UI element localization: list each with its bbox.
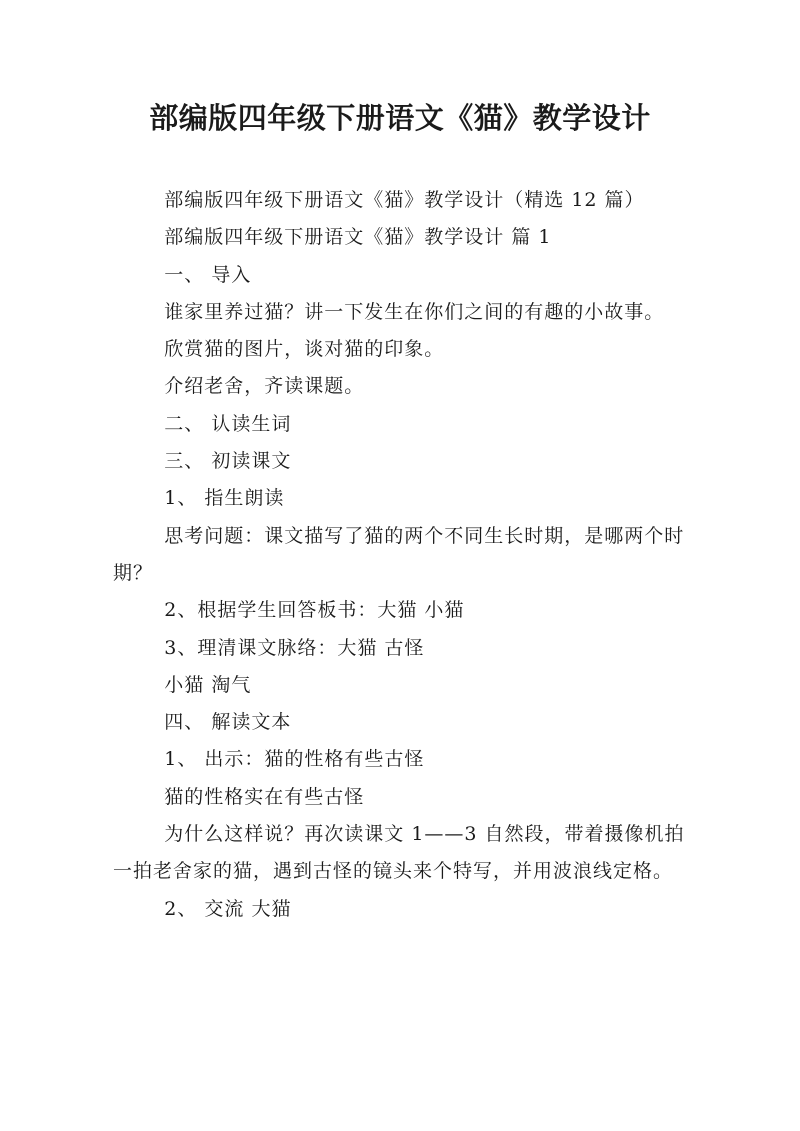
document-title: 部编版四年级下册语文《猫》教学设计: [149, 101, 651, 135]
sub-step: 1、 指生朗读: [164, 487, 285, 510]
subtitle-line: 部编版四年级下册语文《猫》教学设计（精选 12 篇）: [164, 189, 645, 211]
paragraph: 小猫 淘气: [164, 673, 252, 696]
step-heading: 四、 解读文本: [164, 711, 292, 734]
paragraph: 猫的性格实在有些古怪: [164, 785, 365, 808]
step-heading: 一、 导入: [164, 263, 252, 286]
paragraph: 思考问题：课文描写了猫的两个不同生长时期，是哪两个时期？: [113, 524, 685, 584]
sub-step: 1、 出示：猫的性格有些古怪: [164, 748, 425, 771]
sub-step: 2、根据学生回答板书：大猫 小猫: [164, 599, 465, 622]
step-heading: 三、 初读课文: [164, 450, 292, 473]
sub-step: 2、 交流 大猫: [164, 897, 292, 920]
paragraph: 为什么这样说？再次读课文 1——3 自然段，带着摄像机拍一拍老舍家的猫，遇到古怪的镜头来个特写，并用波浪线定格。: [113, 823, 685, 883]
section-heading: 部编版四年级下册语文《猫》教学设计 篇 1: [164, 226, 552, 249]
document-body: [113, 182, 693, 928]
paragraph: 谁家里养过猫？讲一下发生在你们之间的有趣的小故事。: [164, 300, 665, 323]
paragraph: 欣赏猫的图片，谈对猫的印象。: [164, 338, 445, 361]
sub-step: 3、理清课文脉络：大猫 古怪: [164, 636, 425, 659]
paragraph: 介绍老舍，齐读课题。: [164, 375, 365, 398]
step-heading: 二、 认读生词: [164, 412, 292, 435]
